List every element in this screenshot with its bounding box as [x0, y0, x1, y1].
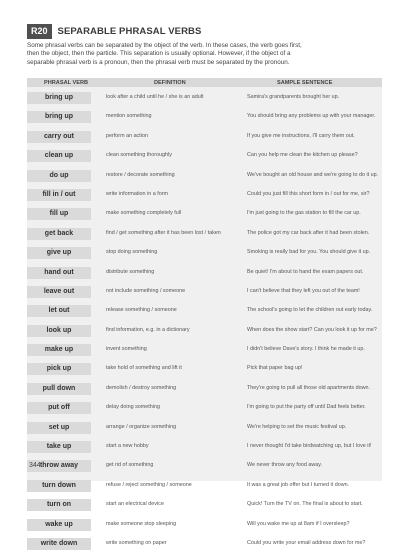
definition-cell: clean something thoroughly	[106, 152, 172, 159]
sample-sentence-cell: If you give me instructions, I'll carry them out.	[247, 132, 355, 139]
sample-sentence-cell: Samira's grandparents brought her up.	[247, 94, 340, 100]
definition-cell: stop doing something	[106, 249, 158, 256]
sample-sentence-cell: You should bring any problems up with your manager.	[247, 113, 376, 120]
table-row	[27, 282, 382, 301]
table-row	[27, 127, 382, 146]
table-header	[27, 78, 382, 87]
table-row	[27, 340, 382, 359]
definition-cell: take hold of something and lift it	[106, 365, 182, 372]
sample-sentence-cell: Can you help me clean the kitchen up please?	[247, 152, 358, 159]
table-row	[27, 359, 382, 378]
table-body	[27, 88, 382, 553]
definition-cell: not include something / someone	[106, 287, 186, 294]
table-row	[27, 515, 382, 534]
intro-line: separable phrasal verb is a pronoun, then the phrasal verb must be separated by the pronoun.	[27, 58, 290, 66]
definition-cell: release something / someone	[106, 307, 177, 314]
definition-cell: get rid of something	[106, 462, 154, 469]
definition-cell: start an electrical device	[106, 501, 164, 508]
sample-sentence-cell: We're helping to set the music festival up.	[247, 423, 347, 430]
table-row	[27, 398, 382, 417]
sample-sentence-cell: They're going to pull all those old apartments down.	[247, 384, 370, 391]
definition-cell: arrange / organize something	[106, 423, 177, 430]
phrasal-verb-cell: make up	[27, 344, 91, 356]
phrasal-verb-cell: let out	[27, 305, 91, 317]
sample-sentence-cell: Pick that paper bag up!	[247, 365, 303, 372]
table-row	[27, 185, 382, 204]
phrasal-verb-cell: hand out	[27, 267, 91, 279]
sample-sentence-cell: Will you wake me up at 8am if I oversleep?	[247, 520, 350, 527]
phrasal-verb-cell: clean up	[27, 150, 91, 162]
sample-sentence-cell: Quick! Turn the TV on. The final is about to start.	[247, 501, 363, 508]
phrasal-verb-cell: look up	[27, 325, 91, 337]
definition-cell: start a new hobby	[106, 443, 149, 450]
sample-sentence-cell: Could you just fill this short form in / out for me, sir?	[247, 190, 370, 197]
phrasal-verb-cell: carry out	[27, 131, 91, 143]
definition-cell: write information in a form	[106, 190, 169, 197]
phrasal-verb-cell: throw away	[27, 460, 91, 472]
sample-sentence-cell: Be quiet! I'm about to hand the exam papers out.	[247, 268, 364, 275]
page-number: 344	[29, 462, 41, 469]
table-row	[27, 166, 382, 185]
table-row	[27, 88, 382, 107]
section-header	[27, 24, 201, 39]
definition-cell: look after a child until he / she is an adult	[106, 94, 204, 100]
table-row	[27, 476, 382, 495]
phrasal-verb-cell: pull down	[27, 383, 91, 395]
table-row	[27, 301, 382, 320]
table-row	[27, 107, 382, 126]
definition-cell: invent something	[106, 346, 147, 353]
phrasal-verb-cell: do up	[27, 170, 91, 182]
sample-sentence-cell: I'm going to put the party off until Dad feels better.	[247, 404, 366, 411]
sample-sentence-cell: The police got my car back after it had been stolen.	[247, 229, 370, 236]
column-header-phrasal-verb: PHRASAL VERB	[44, 79, 89, 86]
sample-sentence-cell: I never thought I'd take birdwatching up, but I love it!	[247, 443, 372, 450]
phrasal-verb-cell: fill up	[27, 208, 91, 220]
definition-cell: restore / decorate something	[106, 171, 175, 178]
table-row	[27, 146, 382, 165]
definition-cell: mention something	[106, 113, 152, 120]
table-row	[27, 418, 382, 437]
phrasal-verb-cell: get back	[27, 228, 91, 240]
section-title: SEPARABLE PHRASAL VERBS	[57, 26, 202, 37]
section-badge: R20	[27, 24, 52, 39]
column-header-definition: DEFINITION	[154, 79, 186, 86]
table-row	[27, 379, 382, 398]
table-row	[27, 437, 382, 456]
sample-sentence-cell: We never throw any food away.	[247, 462, 323, 469]
phrasal-verb-cell: turn down	[27, 480, 91, 492]
column-header-sample-sentence: SAMPLE SENTENCE	[277, 79, 333, 86]
definition-cell: distribute something	[106, 268, 155, 275]
table-row	[27, 534, 382, 553]
sample-sentence-cell: I'm just going to the gas station to fill the car up.	[247, 210, 361, 217]
phrasal-verb-cell: bring up	[27, 111, 91, 123]
phrasal-verb-cell: fill in / out	[27, 189, 91, 201]
table-row	[27, 495, 382, 514]
phrasal-verb-cell: set up	[27, 422, 91, 434]
phrasal-verb-cell: wake up	[27, 519, 91, 531]
sample-sentence-cell: Smoking is really bad for you. You should give it up.	[247, 249, 371, 256]
sample-sentence-cell: We've bought an old house and we're going to do it up.	[247, 171, 379, 178]
sample-sentence-cell: The school's going to let the children out early today.	[247, 307, 373, 314]
definition-cell: find / get something after it has been lost / taken	[106, 229, 221, 236]
phrasal-verb-cell: leave out	[27, 286, 91, 298]
table-row	[27, 456, 382, 475]
table-row	[27, 224, 382, 243]
sample-sentence-cell: When does the show start? Can you look it up for me?	[247, 326, 377, 333]
phrasal-verb-cell: put off	[27, 402, 91, 414]
phrasal-verb-cell: pick up	[27, 363, 91, 375]
phrasal-verb-table	[27, 78, 382, 547]
definition-cell: write something on paper	[106, 539, 167, 546]
sample-sentence-cell: Could you write your email address down for me?	[247, 539, 366, 546]
phrasal-verb-cell: turn on	[27, 499, 91, 511]
sample-sentence-cell: I can't believe that they left you out of the team!	[247, 287, 360, 294]
definition-cell: demolish / destroy something	[106, 384, 177, 391]
intro-line: then the object, then the particle. This separation is usually optional. However, if the object of a	[27, 50, 291, 58]
sample-sentence-cell: It was a great job offer but I turned it down.	[247, 481, 350, 488]
phrasal-verb-cell: write down	[27, 538, 91, 550]
definition-cell: make something completely full	[106, 210, 182, 217]
table-row	[27, 243, 382, 262]
table-row	[27, 321, 382, 340]
sample-sentence-cell: I didn't believe Dave's story. I think he made it up.	[247, 346, 365, 353]
table-row	[27, 204, 382, 223]
intro-line: Some phrasal verbs can be separated by the object of the verb. In these cases, the verb goes first,	[27, 42, 302, 49]
definition-cell: delay doing something	[106, 404, 160, 411]
definition-cell: refuse / reject something / someone	[106, 481, 192, 488]
phrasal-verb-cell: take up	[27, 441, 91, 453]
definition-cell: perform an action	[106, 132, 148, 139]
definition-cell: make someone stop sleeping	[106, 520, 177, 527]
definition-cell: find information, e.g. in a dictionary	[106, 326, 190, 333]
intro-paragraph	[27, 42, 382, 67]
phrasal-verb-cell: give up	[27, 247, 91, 259]
phrasal-verb-cell: bring up	[27, 92, 91, 104]
table-row	[27, 263, 382, 282]
